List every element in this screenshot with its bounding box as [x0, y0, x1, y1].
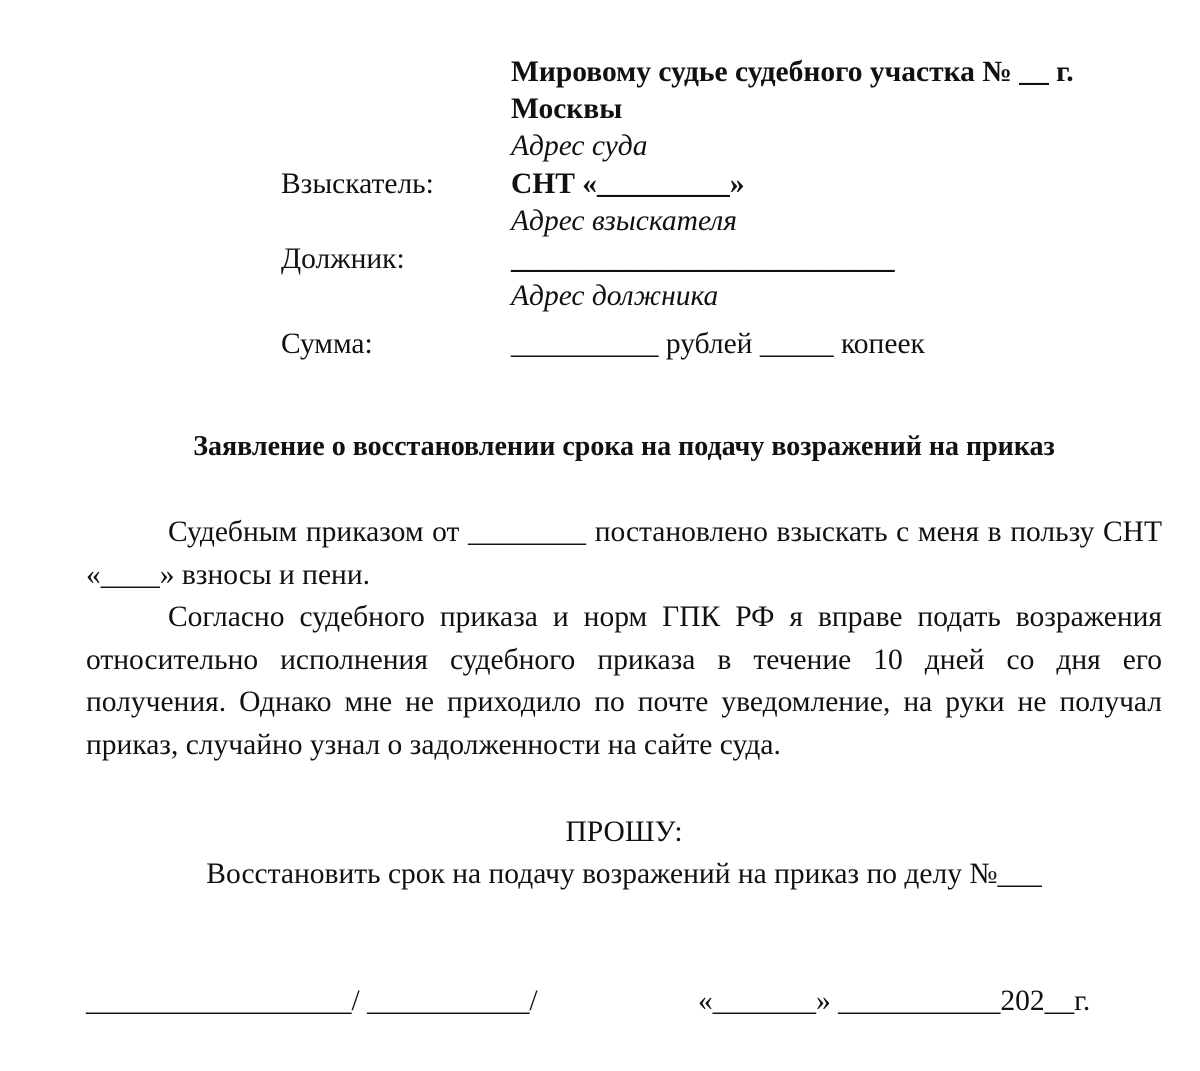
court-name-line2: Москвы — [511, 93, 623, 125]
body-paragraph-1 — [86, 511, 1162, 596]
claimant-address: Адрес взыскателя — [511, 205, 737, 237]
claimant-name: СНТ «_________» — [511, 168, 745, 200]
court-address: Адрес суда — [511, 130, 648, 162]
date-field: «_______» ___________202__г. — [698, 985, 1091, 1017]
debtor-address: Адрес должника — [511, 280, 719, 312]
body-paragraph-1-text: Судебным приказом от ________ постановлено взыскать с меня в пользу СНТ «____» взносы и пени. — [86, 516, 1162, 591]
request-heading: ПРОШУ: — [565, 816, 683, 848]
debtor-name: __________________________ — [511, 243, 895, 275]
body-paragraph-2-text: Согласно судебного приказа и норм ГПК РФ я вправе подать возражения относительно исполнения судебного приказа в течение 10 дней со дня его получения. Однако мне не приходило по почте уведомление, на руки не получал приказ, случайно узнал о задолженности на сайте суда. — [86, 601, 1162, 761]
sum-value: __________ рублей _____ копеек — [511, 328, 925, 360]
claimant-label: Взыскатель: — [281, 168, 434, 200]
sum-label: Сумма: — [281, 328, 373, 360]
court-name-line1: Мировому судье судебного участка № __ г. — [511, 56, 1074, 88]
body-paragraph-2 — [86, 596, 1162, 766]
signature-field: __________________/ ___________/ — [86, 985, 538, 1017]
debtor-label: Должник: — [281, 243, 405, 275]
request-text: Восстановить срок на подачу возражений на приказ по делу №___ — [206, 858, 1042, 890]
document-title: Заявление о восстановлении срока на подачу возражений на приказ — [193, 431, 1055, 462]
